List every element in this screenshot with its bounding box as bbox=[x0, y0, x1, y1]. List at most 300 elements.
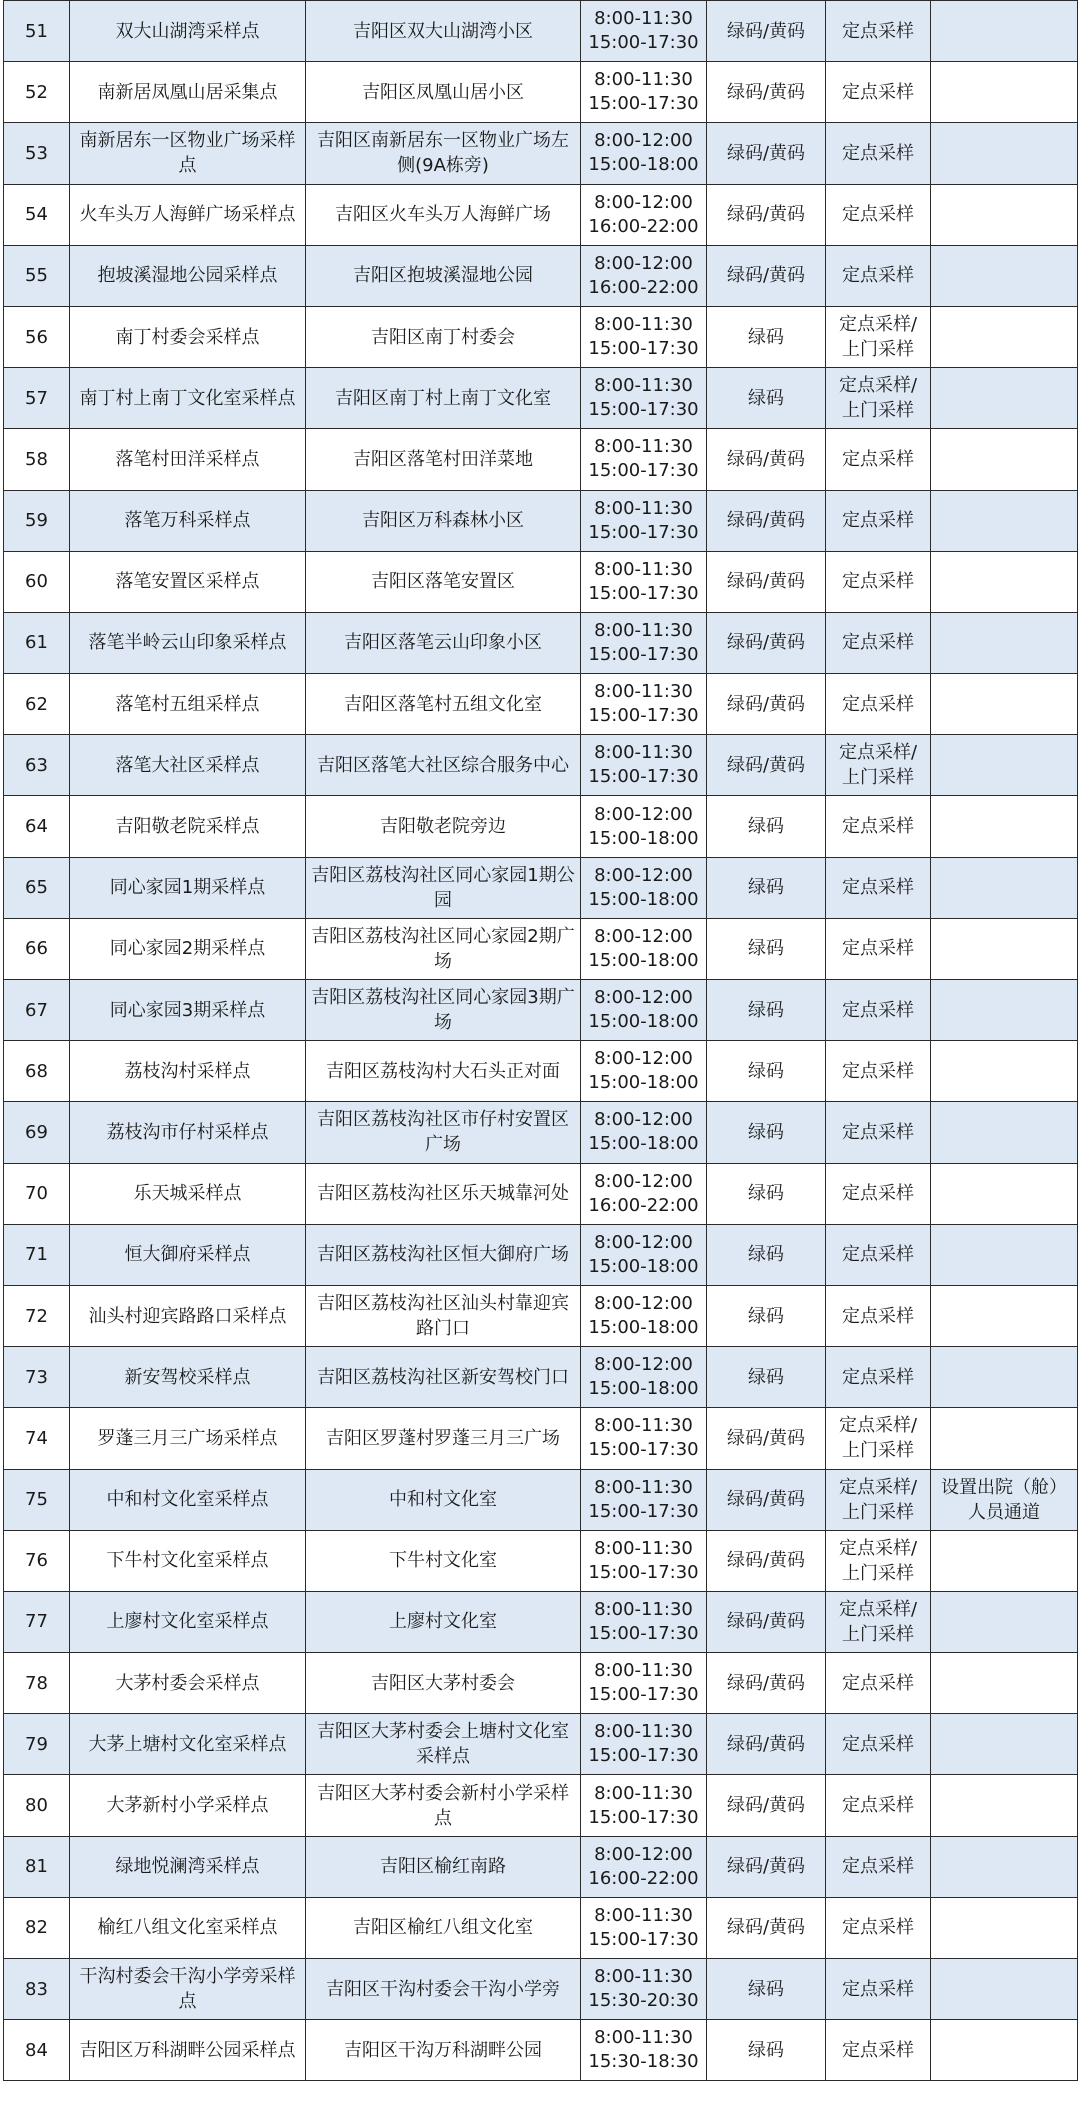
sampling-mode-line: 定点采样 bbox=[842, 816, 914, 838]
sampling-mode-line: 定点采样 bbox=[842, 632, 914, 654]
remarks bbox=[931, 1591, 1078, 1652]
sampling-hours bbox=[581, 980, 707, 1041]
site-name: 大茅村委会采样点 bbox=[70, 1653, 306, 1714]
health-code: 绿码/黄码 bbox=[707, 612, 826, 673]
sampling-mode bbox=[826, 1775, 931, 1836]
remarks bbox=[931, 1163, 1078, 1224]
sampling-mode-line: 定点采样 bbox=[842, 693, 914, 715]
table-row bbox=[4, 184, 1078, 245]
sampling-hours-line: 15:30-20:30 bbox=[588, 1990, 699, 2012]
sampling-mode bbox=[826, 796, 931, 857]
remarks bbox=[931, 612, 1078, 673]
sampling-mode-line: 定点采样 bbox=[842, 81, 914, 103]
sampling-mode-line: 上门采样 bbox=[842, 1562, 914, 1584]
sampling-hours bbox=[581, 123, 707, 184]
health-code: 绿码/黄码 bbox=[707, 1591, 826, 1652]
sampling-mode bbox=[826, 918, 931, 979]
sampling-mode bbox=[826, 1530, 931, 1591]
health-code: 绿码 bbox=[707, 1163, 826, 1224]
remarks bbox=[931, 1714, 1078, 1775]
sampling-mode-line: 定点采样 bbox=[842, 1366, 914, 1388]
sampling-hours bbox=[581, 1775, 707, 1836]
table-row bbox=[4, 1224, 1078, 1285]
site-name: 南丁村委会采样点 bbox=[70, 306, 306, 367]
site-name: 火车头万人海鲜广场采样点 bbox=[70, 184, 306, 245]
table-row bbox=[4, 1591, 1078, 1652]
site-address: 吉阳区南新居东一区物业广场左侧(9A栋旁) bbox=[306, 123, 581, 184]
sampling-mode bbox=[826, 1653, 931, 1714]
row-number: 80 bbox=[4, 1775, 70, 1836]
sampling-hours-line: 15:00-17:30 bbox=[588, 460, 699, 482]
sampling-hours-line: 8:00-11:30 bbox=[594, 2027, 693, 2049]
row-number: 79 bbox=[4, 1714, 70, 1775]
sampling-mode bbox=[826, 368, 931, 429]
remarks bbox=[931, 980, 1078, 1041]
sampling-hours bbox=[581, 1408, 707, 1469]
health-code: 绿码/黄码 bbox=[707, 1836, 826, 1897]
sampling-mode-line: 上门采样 bbox=[842, 339, 914, 361]
sampling-hours-line: 8:00-11:30 bbox=[594, 69, 693, 91]
row-number: 72 bbox=[4, 1285, 70, 1346]
sampling-hours bbox=[581, 1347, 707, 1408]
sampling-hours-line: 15:00-17:30 bbox=[588, 643, 699, 665]
sampling-mode-line: 上门采样 bbox=[842, 400, 914, 422]
health-code: 绿码/黄码 bbox=[707, 1469, 826, 1530]
row-number: 74 bbox=[4, 1408, 70, 1469]
sampling-mode-line: 上门采样 bbox=[842, 767, 914, 789]
sampling-mode bbox=[826, 62, 931, 123]
health-code: 绿码 bbox=[707, 1347, 826, 1408]
site-address: 吉阳区火车头万人海鲜广场 bbox=[306, 184, 581, 245]
row-number: 53 bbox=[4, 123, 70, 184]
sampling-hours-line: 15:00-17:30 bbox=[588, 1439, 699, 1461]
sampling-mode-line: 定点采样 bbox=[842, 1305, 914, 1327]
site-name: 绿地悦澜湾采样点 bbox=[70, 1836, 306, 1897]
health-code: 绿码 bbox=[707, 368, 826, 429]
sampling-mode bbox=[826, 2020, 931, 2081]
sampling-mode bbox=[826, 674, 931, 735]
site-address: 吉阳区荔枝沟社区恒大御府广场 bbox=[306, 1224, 581, 1285]
site-address: 吉阳区落笔大社区综合服务中心 bbox=[306, 735, 581, 796]
table-row bbox=[4, 245, 1078, 306]
site-name: 吉阳敬老院采样点 bbox=[70, 796, 306, 857]
remarks bbox=[931, 184, 1078, 245]
remarks bbox=[931, 123, 1078, 184]
sampling-hours-line: 8:00-11:30 bbox=[594, 375, 693, 397]
sampling-hours bbox=[581, 674, 707, 735]
health-code: 绿码/黄码 bbox=[707, 1775, 826, 1836]
health-code: 绿码/黄码 bbox=[707, 429, 826, 490]
sampling-hours bbox=[581, 368, 707, 429]
health-code: 绿码 bbox=[707, 980, 826, 1041]
sampling-mode bbox=[826, 1041, 931, 1102]
sampling-hours-line: 8:00-11:30 bbox=[594, 1782, 693, 1804]
health-code: 绿码/黄码 bbox=[707, 1897, 826, 1958]
sampling-hours-line: 8:00-12:00 bbox=[594, 1354, 693, 1376]
sampling-mode bbox=[826, 980, 931, 1041]
sampling-mode bbox=[826, 612, 931, 673]
sampling-mode-line: 定点采样 bbox=[842, 142, 914, 164]
health-code: 绿码/黄码 bbox=[707, 735, 826, 796]
row-number: 60 bbox=[4, 551, 70, 612]
site-address: 吉阳区落笔村田洋菜地 bbox=[306, 429, 581, 490]
table-row bbox=[4, 429, 1078, 490]
sampling-hours-line: 15:00-17:30 bbox=[588, 1928, 699, 1950]
site-address: 吉阳区南丁村委会 bbox=[306, 306, 581, 367]
sampling-hours-line: 15:00-18:00 bbox=[588, 1011, 699, 1033]
remarks bbox=[931, 62, 1078, 123]
sampling-hours-line: 15:00-17:30 bbox=[588, 338, 699, 360]
sampling-hours bbox=[581, 796, 707, 857]
row-number: 75 bbox=[4, 1469, 70, 1530]
sampling-hours bbox=[581, 245, 707, 306]
sampling-hours bbox=[581, 1224, 707, 1285]
row-number: 73 bbox=[4, 1347, 70, 1408]
health-code: 绿码 bbox=[707, 918, 826, 979]
table-row bbox=[4, 2020, 1078, 2081]
sampling-hours-line: 8:00-12:00 bbox=[594, 1048, 693, 1070]
health-code: 绿码/黄码 bbox=[707, 1408, 826, 1469]
sampling-mode-line: 定点采样/ bbox=[838, 1415, 918, 1437]
sampling-mode-line: 定点采样 bbox=[842, 1183, 914, 1205]
sampling-hours-line: 8:00-11:30 bbox=[594, 497, 693, 519]
sampling-mode bbox=[826, 1897, 931, 1958]
row-number: 70 bbox=[4, 1163, 70, 1224]
sampling-hours-line: 15:00-18:00 bbox=[588, 1255, 699, 1277]
table-row bbox=[4, 674, 1078, 735]
sampling-mode-line: 定点采样 bbox=[842, 1244, 914, 1266]
sampling-hours-line: 15:00-17:30 bbox=[588, 1745, 699, 1767]
site-name: 乐天城采样点 bbox=[70, 1163, 306, 1224]
site-name: 南新居凤凰山居采集点 bbox=[70, 62, 306, 123]
table-row bbox=[4, 1285, 1078, 1346]
sampling-mode-line: 上门采样 bbox=[842, 1501, 914, 1523]
sampling-hours bbox=[581, 62, 707, 123]
row-number: 59 bbox=[4, 490, 70, 551]
sampling-hours-line: 8:00-12:00 bbox=[594, 130, 693, 152]
sampling-hours-line: 8:00-12:00 bbox=[594, 1109, 693, 1131]
sampling-hours-line: 8:00-11:30 bbox=[594, 314, 693, 336]
sampling-mode bbox=[826, 1469, 931, 1530]
sampling-hours-line: 8:00-11:30 bbox=[594, 1966, 693, 1988]
site-address: 吉阳区落笔村五组文化室 bbox=[306, 674, 581, 735]
sampling-hours-line: 8:00-12:00 bbox=[594, 987, 693, 1009]
sampling-mode bbox=[826, 1224, 931, 1285]
sampling-hours-line: 8:00-12:00 bbox=[594, 864, 693, 886]
site-address: 吉阳区大茅村委会上塘村文化室采样点 bbox=[306, 1714, 581, 1775]
sampling-hours bbox=[581, 1959, 707, 2020]
table-row bbox=[4, 612, 1078, 673]
row-number: 51 bbox=[4, 1, 70, 62]
row-number: 66 bbox=[4, 918, 70, 979]
sampling-hours-line: 15:00-18:00 bbox=[588, 1133, 699, 1155]
site-address: 吉阳区罗蓬村罗蓬三月三广场 bbox=[306, 1408, 581, 1469]
row-number: 63 bbox=[4, 735, 70, 796]
site-name: 荔枝沟市仔村采样点 bbox=[70, 1102, 306, 1163]
sampling-mode bbox=[826, 1285, 931, 1346]
sampling-hours-line: 15:00-18:00 bbox=[588, 1317, 699, 1339]
row-number: 78 bbox=[4, 1653, 70, 1714]
site-address: 吉阳区大茅村委会 bbox=[306, 1653, 581, 1714]
sampling-mode-line: 上门采样 bbox=[842, 1623, 914, 1645]
row-number: 61 bbox=[4, 612, 70, 673]
row-number: 64 bbox=[4, 796, 70, 857]
sampling-hours bbox=[581, 612, 707, 673]
sampling-hours-line: 15:00-17:30 bbox=[588, 582, 699, 604]
sampling-hours-line: 15:00-18:00 bbox=[588, 888, 699, 910]
health-code: 绿码/黄码 bbox=[707, 245, 826, 306]
site-address: 吉阳区干沟万科湖畔公园 bbox=[306, 2020, 581, 2081]
sampling-mode bbox=[826, 123, 931, 184]
sampling-hours-line: 8:00-11:30 bbox=[594, 8, 693, 30]
table-row bbox=[4, 1530, 1078, 1591]
sampling-mode-line: 定点采样/ bbox=[838, 742, 918, 764]
sampling-hours bbox=[581, 1714, 707, 1775]
remarks bbox=[931, 735, 1078, 796]
table-row bbox=[4, 1959, 1078, 2020]
sampling-mode bbox=[826, 1959, 931, 2020]
sampling-hours-line: 8:00-11:30 bbox=[594, 436, 693, 458]
sampling-mode-line: 定点采样 bbox=[842, 1672, 914, 1694]
health-code: 绿码/黄码 bbox=[707, 123, 826, 184]
site-address: 吉阳区荔枝沟社区同心家园1期公园 bbox=[306, 857, 581, 918]
sampling-hours-line: 16:00-22:00 bbox=[588, 215, 699, 237]
table-row bbox=[4, 62, 1078, 123]
site-name: 新安驾校采样点 bbox=[70, 1347, 306, 1408]
sampling-hours bbox=[581, 2020, 707, 2081]
sampling-hours-line: 15:00-18:00 bbox=[588, 1072, 699, 1094]
row-number: 83 bbox=[4, 1959, 70, 2020]
sampling-mode-line: 定点采样 bbox=[842, 265, 914, 287]
table-row bbox=[4, 490, 1078, 551]
health-code: 绿码/黄码 bbox=[707, 490, 826, 551]
site-name: 同心家园2期采样点 bbox=[70, 918, 306, 979]
sampling-mode-line: 定点采样 bbox=[842, 1733, 914, 1755]
sampling-hours bbox=[581, 735, 707, 796]
site-address: 吉阳区双大山湖湾小区 bbox=[306, 1, 581, 62]
sampling-hours-line: 8:00-11:30 bbox=[594, 1904, 693, 1926]
sampling-mode bbox=[826, 245, 931, 306]
sampling-mode bbox=[826, 1714, 931, 1775]
site-name: 罗蓬三月三广场采样点 bbox=[70, 1408, 306, 1469]
site-name: 同心家园1期采样点 bbox=[70, 857, 306, 918]
table-row bbox=[4, 123, 1078, 184]
site-name: 大茅新村小学采样点 bbox=[70, 1775, 306, 1836]
site-name: 落笔村五组采样点 bbox=[70, 674, 306, 735]
health-code: 绿码/黄码 bbox=[707, 1714, 826, 1775]
site-address: 吉阳区凤凰山居小区 bbox=[306, 62, 581, 123]
site-name: 南新居东一区物业广场采样点 bbox=[70, 123, 306, 184]
table-row bbox=[4, 306, 1078, 367]
site-name: 双大山湖湾采样点 bbox=[70, 1, 306, 62]
remarks bbox=[931, 857, 1078, 918]
sampling-mode bbox=[826, 1408, 931, 1469]
remarks bbox=[931, 1102, 1078, 1163]
remarks bbox=[931, 368, 1078, 429]
sampling-mode-line: 定点采样 bbox=[842, 204, 914, 226]
health-code: 绿码/黄码 bbox=[707, 1, 826, 62]
sampling-mode bbox=[826, 1163, 931, 1224]
remarks bbox=[931, 1041, 1078, 1102]
row-number: 82 bbox=[4, 1897, 70, 1958]
sampling-mode bbox=[826, 735, 931, 796]
table-row bbox=[4, 1102, 1078, 1163]
sampling-mode-line: 上门采样 bbox=[842, 1440, 914, 1462]
sampling-mode bbox=[826, 306, 931, 367]
sampling-mode-line: 定点采样 bbox=[842, 1856, 914, 1878]
sampling-hours-line: 15:00-17:30 bbox=[588, 521, 699, 543]
sampling-mode-line: 定点采样/ bbox=[838, 1476, 918, 1498]
health-code: 绿码/黄码 bbox=[707, 1653, 826, 1714]
health-code: 绿码 bbox=[707, 306, 826, 367]
sampling-hours-line: 15:00-17:30 bbox=[588, 1684, 699, 1706]
sampling-mode bbox=[826, 1, 931, 62]
sampling-hours-line: 8:00-11:30 bbox=[594, 1476, 693, 1498]
sampling-hours-line: 8:00-11:30 bbox=[594, 1537, 693, 1559]
sampling-hours-line: 16:00-22:00 bbox=[588, 276, 699, 298]
sampling-mode-line: 定点采样 bbox=[842, 938, 914, 960]
remarks bbox=[931, 2020, 1078, 2081]
sampling-mode-line: 定点采样/ bbox=[838, 1537, 918, 1559]
sampling-mode bbox=[826, 857, 931, 918]
table-row bbox=[4, 1041, 1078, 1102]
site-address: 吉阳区荔枝沟村大石头正对面 bbox=[306, 1041, 581, 1102]
site-address: 吉阳区南丁村上南丁文化室 bbox=[306, 368, 581, 429]
remarks bbox=[931, 1897, 1078, 1958]
row-number: 77 bbox=[4, 1591, 70, 1652]
row-number: 71 bbox=[4, 1224, 70, 1285]
site-name: 下牛村文化室采样点 bbox=[70, 1530, 306, 1591]
sampling-mode-line: 定点采样 bbox=[842, 1978, 914, 2000]
site-address: 吉阳区荔枝沟社区同心家园3期广场 bbox=[306, 980, 581, 1041]
table-row bbox=[4, 1836, 1078, 1897]
site-name: 落笔万科采样点 bbox=[70, 490, 306, 551]
table-row bbox=[4, 551, 1078, 612]
sampling-hours-line: 15:00-17:30 bbox=[588, 1806, 699, 1828]
sampling-hours-line: 8:00-11:30 bbox=[594, 619, 693, 641]
remarks bbox=[931, 1775, 1078, 1836]
remarks bbox=[931, 796, 1078, 857]
row-number: 81 bbox=[4, 1836, 70, 1897]
site-address: 下牛村文化室 bbox=[306, 1530, 581, 1591]
sampling-hours-line: 15:00-17:30 bbox=[588, 1561, 699, 1583]
site-name: 榆红八组文化室采样点 bbox=[70, 1897, 306, 1958]
sampling-mode-line: 定点采样/ bbox=[838, 1598, 918, 1620]
health-code: 绿码 bbox=[707, 1959, 826, 2020]
remarks bbox=[931, 1530, 1078, 1591]
row-number: 52 bbox=[4, 62, 70, 123]
table-row bbox=[4, 857, 1078, 918]
sampling-mode-line: 定点采样/ bbox=[838, 375, 918, 397]
table-row bbox=[4, 1897, 1078, 1958]
row-number: 84 bbox=[4, 2020, 70, 2081]
site-name: 荔枝沟村采样点 bbox=[70, 1041, 306, 1102]
sampling-hours bbox=[581, 1653, 707, 1714]
remarks bbox=[931, 490, 1078, 551]
sampling-mode-line: 定点采样 bbox=[842, 1121, 914, 1143]
sampling-hours-line: 8:00-12:00 bbox=[594, 1843, 693, 1865]
sampling-hours-line: 8:00-11:30 bbox=[594, 1721, 693, 1743]
sampling-hours-line: 8:00-11:30 bbox=[594, 1660, 693, 1682]
remarks bbox=[931, 1836, 1078, 1897]
table-row bbox=[4, 1347, 1078, 1408]
site-address: 吉阳区干沟村委会干沟小学旁 bbox=[306, 1959, 581, 2020]
sampling-hours-line: 15:00-17:30 bbox=[588, 766, 699, 788]
sampling-hours bbox=[581, 1102, 707, 1163]
remarks bbox=[931, 306, 1078, 367]
sampling-hours-line: 8:00-11:30 bbox=[594, 681, 693, 703]
sampling-hours-line: 15:30-18:30 bbox=[588, 2051, 699, 2073]
sampling-hours-line: 16:00-22:00 bbox=[588, 1194, 699, 1216]
sampling-hours bbox=[581, 490, 707, 551]
table-row bbox=[4, 1, 1078, 62]
sampling-hours-line: 15:00-18:00 bbox=[588, 154, 699, 176]
sampling-mode-line: 定点采样 bbox=[842, 20, 914, 42]
table-row bbox=[4, 796, 1078, 857]
site-name: 恒大御府采样点 bbox=[70, 1224, 306, 1285]
site-address: 吉阳区落笔安置区 bbox=[306, 551, 581, 612]
table-row bbox=[4, 1714, 1078, 1775]
sampling-mode-line: 定点采样 bbox=[842, 571, 914, 593]
site-name: 干沟村委会干沟小学旁采样点 bbox=[70, 1959, 306, 2020]
sampling-mode-line: 定点采样 bbox=[842, 999, 914, 1021]
sampling-mode bbox=[826, 1347, 931, 1408]
sampling-hours bbox=[581, 1163, 707, 1224]
sampling-hours bbox=[581, 1591, 707, 1652]
site-name: 南丁村上南丁文化室采样点 bbox=[70, 368, 306, 429]
site-name: 吉阳区万科湖畔公园采样点 bbox=[70, 2020, 306, 2081]
remarks bbox=[931, 551, 1078, 612]
health-code: 绿码 bbox=[707, 1102, 826, 1163]
site-name: 落笔安置区采样点 bbox=[70, 551, 306, 612]
site-address: 吉阳区大茅村委会新村小学采样点 bbox=[306, 1775, 581, 1836]
table-row bbox=[4, 1408, 1078, 1469]
row-number: 58 bbox=[4, 429, 70, 490]
row-number: 68 bbox=[4, 1041, 70, 1102]
sampling-hours-line: 8:00-12:00 bbox=[594, 1293, 693, 1315]
table-row bbox=[4, 1469, 1078, 1530]
site-name: 汕头村迎宾路路口采样点 bbox=[70, 1285, 306, 1346]
sampling-mode-line: 定点采样 bbox=[842, 448, 914, 470]
sampling-hours bbox=[581, 429, 707, 490]
sampling-hours bbox=[581, 1897, 707, 1958]
site-name: 抱坡溪湿地公园采样点 bbox=[70, 245, 306, 306]
sampling-mode bbox=[826, 1102, 931, 1163]
site-address: 吉阳区榆红南路 bbox=[306, 1836, 581, 1897]
sampling-hours-line: 8:00-11:30 bbox=[594, 1415, 693, 1437]
sampling-hours-line: 15:00-17:30 bbox=[588, 1500, 699, 1522]
remarks bbox=[931, 1653, 1078, 1714]
sampling-hours-line: 16:00-22:00 bbox=[588, 1867, 699, 1889]
sampling-mode-line: 定点采样 bbox=[842, 1917, 914, 1939]
sampling-hours bbox=[581, 551, 707, 612]
site-address: 吉阳区万科森林小区 bbox=[306, 490, 581, 551]
table-body bbox=[4, 1, 1078, 2081]
sampling-mode bbox=[826, 1836, 931, 1897]
health-code: 绿码 bbox=[707, 2020, 826, 2081]
sampling-hours bbox=[581, 1836, 707, 1897]
table-row bbox=[4, 918, 1078, 979]
remarks bbox=[931, 1408, 1078, 1469]
sampling-hours-line: 8:00-12:00 bbox=[594, 1170, 693, 1192]
row-number: 57 bbox=[4, 368, 70, 429]
sampling-hours-line: 15:00-17:30 bbox=[588, 1622, 699, 1644]
sampling-hours-line: 15:00-17:30 bbox=[588, 93, 699, 115]
row-number: 69 bbox=[4, 1102, 70, 1163]
health-code: 绿码/黄码 bbox=[707, 551, 826, 612]
sampling-hours-line: 15:00-17:30 bbox=[588, 32, 699, 54]
remarks bbox=[931, 918, 1078, 979]
